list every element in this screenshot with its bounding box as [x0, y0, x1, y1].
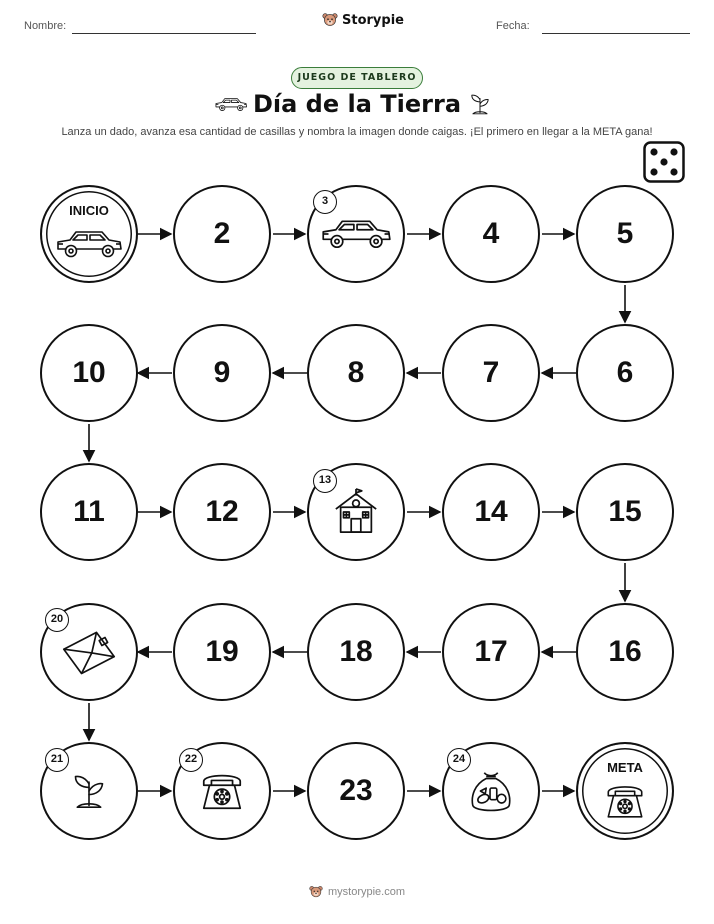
cell-number: 11 — [73, 495, 105, 528]
start-label: INICIO — [69, 203, 109, 218]
cell-number: 17 — [474, 635, 508, 668]
board-cell-12 — [173, 463, 271, 561]
sprout-icon — [71, 770, 107, 812]
cell-number: 9 — [213, 356, 231, 389]
car-icon — [54, 227, 124, 261]
date-label: Fecha: — [496, 20, 530, 32]
cell-number: 6 — [616, 356, 634, 389]
cell-number: 2 — [213, 217, 231, 250]
cell-number: 4 — [482, 217, 500, 250]
cell-number: 23 — [339, 774, 373, 807]
game-type-badge: JUEGO DE TABLERO — [291, 67, 423, 89]
board-cell-11 — [40, 463, 138, 561]
board-cell-8 — [307, 324, 405, 422]
board-cell-9 — [173, 324, 271, 422]
board-cell-6 — [576, 324, 674, 422]
footer — [0, 885, 714, 899]
board-cell-23 — [307, 742, 405, 840]
board-cell-19 — [173, 603, 271, 701]
cell-number: 12 — [205, 495, 239, 528]
board-cell-18 — [307, 603, 405, 701]
board-cell-4 — [442, 185, 540, 283]
cell-number: 15 — [608, 495, 642, 528]
telephone-icon — [603, 781, 647, 821]
cell-number-badge: 21 — [45, 748, 69, 772]
board-cell-10 — [40, 324, 138, 422]
instructions: Lanza un dado, avanza esa cantidad de casillas y nombra la imagen donde caigas. ¡El primero en llegar a la META gana! — [61, 126, 653, 138]
name-label: Nombre: — [24, 20, 67, 32]
board-cell-2 — [173, 185, 271, 283]
cell-number: 16 — [608, 635, 642, 668]
board-cell-16 — [576, 603, 674, 701]
cell-number: 7 — [482, 356, 500, 389]
cell-number-badge: 22 — [179, 748, 203, 772]
envelope-icon — [61, 628, 117, 676]
bear-icon — [309, 885, 323, 899]
cell-number: 8 — [347, 356, 365, 389]
board-cell-end — [576, 742, 674, 840]
page-title: Día de la Tierra — [252, 90, 462, 118]
trash-bag-icon — [467, 767, 515, 815]
board-cell-15 — [576, 463, 674, 561]
cell-number: 14 — [474, 495, 508, 528]
telephone-icon — [198, 769, 246, 813]
cell-number: 5 — [616, 217, 634, 250]
brand-name: Storypie — [342, 12, 404, 28]
cell-number: 10 — [72, 356, 106, 389]
school-icon — [332, 488, 380, 536]
end-label: META — [607, 760, 643, 775]
cell-number: 19 — [205, 635, 239, 668]
cell-number-badge: 24 — [447, 748, 471, 772]
cell-number: 18 — [339, 635, 373, 668]
board-cell-start — [40, 185, 138, 283]
cell-number-badge: 20 — [45, 608, 69, 632]
board-cell-17 — [442, 603, 540, 701]
cell-number-badge: 13 — [313, 469, 337, 493]
board-cell-5 — [576, 185, 674, 283]
car-icon — [319, 216, 393, 252]
cell-number-badge: 3 — [313, 190, 337, 214]
board-cell-7 — [442, 324, 540, 422]
footer-url[interactable]: mystorypie.com — [327, 886, 406, 898]
board-cell-14 — [442, 463, 540, 561]
